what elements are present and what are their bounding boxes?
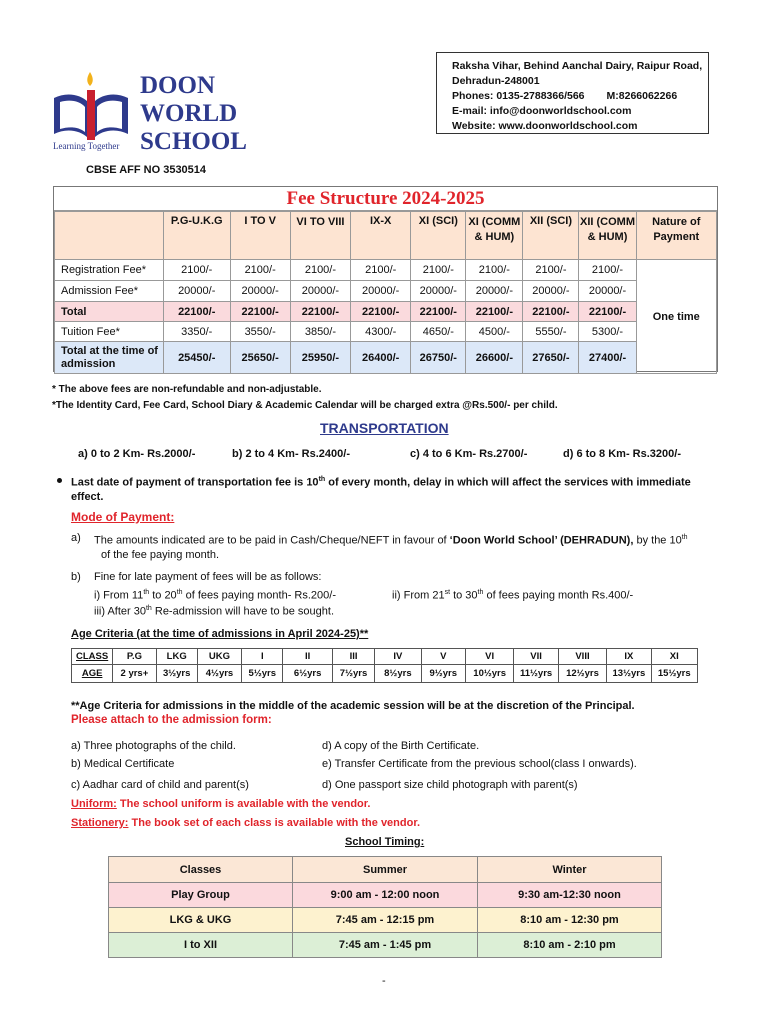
transport-note-post: of every month, delay in which will affect the services with immediate <box>325 476 691 489</box>
fee-cell: 20000/- <box>163 281 230 302</box>
fee-cell: 22100/- <box>579 302 636 322</box>
fine-iii-post: Re-admission will have to be sought. <box>151 605 335 618</box>
fee-note-2: *The Identity Card, Fee Card, School Diary & Academic Calendar will be charged extra @Rs.500/- per child. <box>52 400 558 411</box>
fee-cell: 2100/- <box>351 260 411 281</box>
transport-d: d) 6 to 8 Km- Rs.3200/- <box>563 448 681 460</box>
timing-header-winter: Winter <box>478 857 662 883</box>
fee-cell: 2100/- <box>523 260 579 281</box>
fee-cell: 20000/- <box>351 281 411 302</box>
age-class-cell: VI <box>465 649 513 665</box>
fee-nature-value: One time <box>636 260 716 374</box>
age-value-cell: 8½yrs <box>375 665 421 683</box>
timing-header-classes: Classes <box>109 857 293 883</box>
timing-cell: 8:10 am - 2:10 pm <box>478 933 662 958</box>
fine-iii-sup: th <box>145 605 152 612</box>
fee-cell: 2100/- <box>466 260 523 281</box>
fee-cell: 2100/- <box>163 260 230 281</box>
fee-header-xii-sci: XII (SCI) <box>523 212 579 260</box>
age-note: **Age Criteria for admissions in the middle of the academic session will be at the discretion of the Principal. <box>71 700 635 712</box>
website-line: Website: www.doonworldschool.com <box>452 120 638 132</box>
age-class-cell: UKG <box>197 649 241 665</box>
fee-row-admission <box>55 281 717 302</box>
school-name-line1: DOON <box>140 72 215 99</box>
phone-line <box>452 89 708 104</box>
age-title: Age Criteria (at the time of admissions in April 2024-25)** <box>71 628 369 640</box>
timing-cell: LKG & UKG <box>109 908 293 933</box>
age-value-cell: 5½yrs <box>242 665 283 683</box>
fee-header-row <box>55 212 717 260</box>
timing-header-summer: Summer <box>293 857 478 883</box>
fine-ii-pre: ii) From 21 <box>392 589 445 602</box>
timing-cell: 9:30 am-12:30 noon <box>478 883 662 908</box>
age-class-row <box>72 649 698 665</box>
payment-a-line2: of the fee paying month. <box>101 549 220 561</box>
fee-cell: 25450/- <box>163 342 230 374</box>
timing-row-playgroup <box>109 883 662 908</box>
timing-cell: 7:45 am - 12:15 pm <box>293 908 478 933</box>
fee-cell: 22100/- <box>523 302 579 322</box>
school-name-line2: WORLD <box>140 100 238 127</box>
fine-i-pre: i) From 11 <box>94 589 144 602</box>
age-class-cell: P.G <box>113 649 156 665</box>
transport-b: b) 2 to 4 Km- Rs.2400/- <box>232 448 350 460</box>
address-line1: Raksha Vihar, Behind Aanchal Dairy, Raipur Road, <box>452 60 703 72</box>
age-value-cell: 10½yrs <box>465 665 513 683</box>
fee-cell: 4300/- <box>351 322 411 342</box>
fee-cell: 5550/- <box>523 322 579 342</box>
age-class-cell: IX <box>607 649 651 665</box>
fee-cell: 22100/- <box>290 302 350 322</box>
fee-header-vi-viii: VI TO VIII <box>290 212 350 260</box>
age-value-cell: 7½yrs <box>332 665 374 683</box>
footer-mark: - <box>382 975 386 987</box>
transport-note-line2: effect. <box>71 491 104 503</box>
fee-cell: 5300/- <box>579 322 636 342</box>
bullet-icon <box>57 478 62 483</box>
transport-note-sup: th <box>318 476 326 483</box>
timing-row-lkg-ukg <box>109 908 662 933</box>
fee-structure-table-wrapper <box>53 186 718 372</box>
payment-a-pre: The amounts indicated are to be paid in Cash/Cheque/NEFT in favour of <box>94 534 450 547</box>
fine-ii-post: of fees paying month Rs.400/- <box>483 589 634 602</box>
fee-header-xii-comm: XII (COMM & HUM) <box>579 212 636 260</box>
fee-cell: 3350/- <box>163 322 230 342</box>
fee-row-total <box>55 302 717 322</box>
stationery-note <box>71 815 420 831</box>
fee-row-label: Registration Fee* <box>55 260 164 281</box>
fee-cell: 22100/- <box>163 302 230 322</box>
age-class-cell: LKG <box>156 649 197 665</box>
transport-note-pre: Last date of payment of transportation fee is 10 <box>71 476 319 489</box>
fine-i-sup1: th <box>143 589 150 596</box>
fee-cell: 25950/- <box>290 342 350 374</box>
payment-a-sup: th <box>681 534 688 541</box>
fee-cell: 25650/- <box>230 342 290 374</box>
fee-header-ix-x: IX-X <box>351 212 411 260</box>
fee-row-label: Tuition Fee* <box>55 322 164 342</box>
fee-cell: 4500/- <box>466 322 523 342</box>
payment-b: Fine for late payment of fees will be as follows: <box>94 571 322 583</box>
timing-cell: Play Group <box>109 883 293 908</box>
age-class-cell: I <box>242 649 283 665</box>
fee-header-xi-comm: XI (COMM & HUM) <box>466 212 523 260</box>
timing-cell: 8:10 am - 12:30 pm <box>478 908 662 933</box>
logo-tagline: Learning Together <box>53 141 120 151</box>
age-class-cell: II <box>283 649 333 665</box>
fine-ii-sup2: th <box>477 589 484 596</box>
age-value-cell: 13½yrs <box>607 665 651 683</box>
fee-cell: 20000/- <box>523 281 579 302</box>
fee-cell: 4650/- <box>411 322 466 342</box>
transport-a: a) 0 to 2 Km- Rs.2000/- <box>78 448 196 460</box>
age-class-cell: XI <box>651 649 697 665</box>
fee-row-label: Total <box>55 302 164 322</box>
fee-row-label: Total at the time of admission <box>55 342 164 374</box>
payment-title: Mode of Payment: <box>71 510 175 524</box>
payment-fine-ii <box>392 585 633 604</box>
email-line: E-mail: info@doonworldschool.com <box>452 105 632 117</box>
fee-cell: 26750/- <box>411 342 466 374</box>
fee-cell: 2100/- <box>411 260 466 281</box>
school-logo <box>52 70 132 150</box>
fine-ii-mid: to 30 <box>450 589 478 602</box>
payment-fine-iii <box>94 601 334 620</box>
fee-cell: 20000/- <box>411 281 466 302</box>
fee-row-label: Admission Fee* <box>55 281 164 302</box>
fee-cell: 27650/- <box>523 342 579 374</box>
age-value-cell: 6½yrs <box>283 665 333 683</box>
attach-a: a) Three photographs of the child. <box>71 740 236 752</box>
fee-cell: 2100/- <box>579 260 636 281</box>
uniform-text: The school uniform is available with the vendor. <box>116 798 371 810</box>
phone-numbers: Phones: 0135-2788366/566 <box>452 90 585 102</box>
fee-cell: 27400/- <box>579 342 636 374</box>
timing-row-i-xii <box>109 933 662 958</box>
age-value-label: AGE <box>72 665 113 683</box>
age-class-label: CLASS <box>72 649 113 665</box>
fee-cell: 20000/- <box>230 281 290 302</box>
fee-row-total-admission <box>55 342 717 374</box>
fee-header-pg-ukg: P.G-U.K.G <box>163 212 230 260</box>
age-class-cell: V <box>421 649 465 665</box>
fee-note-1: * The above fees are non-refundable and non-adjustable. <box>52 384 322 395</box>
school-timing-table <box>108 856 662 958</box>
age-value-row <box>72 665 698 683</box>
fee-cell: 26600/- <box>466 342 523 374</box>
fee-header-blank <box>55 212 164 260</box>
transport-note <box>71 472 691 491</box>
transport-title: TRANSPORTATION <box>320 420 449 436</box>
attach-c: c) Aadhar card of child and parent(s) <box>71 779 249 791</box>
fine-iii-pre: iii) After 30 <box>94 605 146 618</box>
stationery-label: Stationery: <box>71 817 129 829</box>
age-criteria-table <box>71 648 698 683</box>
fee-row-tuition <box>55 322 717 342</box>
fine-i-post: of fees paying month- Rs.200/- <box>182 589 336 602</box>
attach-d2: d) One passport size child photograph with parent(s) <box>322 779 578 791</box>
timing-title: School Timing: <box>345 836 425 848</box>
attach-d1: d) A copy of the Birth Certificate. <box>322 740 480 752</box>
age-value-cell: 12½yrs <box>558 665 606 683</box>
fee-cell: 3850/- <box>290 322 350 342</box>
mobile-number: M:8266062266 <box>606 90 678 102</box>
age-value-cell: 11½yrs <box>514 665 558 683</box>
address-line2: Dehradun-248001 <box>452 75 540 87</box>
school-name-line3: SCHOOL <box>140 128 247 155</box>
fee-cell: 22100/- <box>411 302 466 322</box>
payment-a-marker: a) <box>71 532 81 544</box>
age-value-cell: 3½yrs <box>156 665 197 683</box>
fee-cell: 22100/- <box>230 302 290 322</box>
fee-row-registration <box>55 260 717 281</box>
age-class-cell: VIII <box>558 649 606 665</box>
age-value-cell: 4½yrs <box>197 665 241 683</box>
fine-ii-sup1: st <box>444 589 451 596</box>
fine-i-mid: to 20 <box>149 589 177 602</box>
fee-cell: 22100/- <box>466 302 523 322</box>
payment-a-post: by the 10 <box>633 534 682 547</box>
fee-cell: 26400/- <box>351 342 411 374</box>
age-class-cell: IV <box>375 649 421 665</box>
address-box <box>436 52 709 134</box>
timing-header-row <box>109 857 662 883</box>
age-value-cell: 15½yrs <box>651 665 697 683</box>
attach-e: e) Transfer Certificate from the previous school(class I onwards). <box>322 758 637 770</box>
payment-a-bold: ‘Doon World School’ (DEHRADUN), <box>449 534 634 547</box>
book-flame-icon <box>52 70 132 150</box>
fee-header-nature: Nature of Payment <box>636 212 716 260</box>
fee-structure-title: Fee Structure 2024-2025 <box>54 187 717 211</box>
payment-b-marker: b) <box>71 571 81 583</box>
fee-header-xi-sci: XI (SCI) <box>411 212 466 260</box>
stationery-text: The book set of each class is available with the vendor. <box>128 817 421 829</box>
fee-cell: 20000/- <box>579 281 636 302</box>
affiliation-number: CBSE AFF NO 3530514 <box>86 164 207 176</box>
uniform-label: Uniform: <box>71 798 117 810</box>
fee-cell: 20000/- <box>466 281 523 302</box>
fee-cell: 20000/- <box>290 281 350 302</box>
transport-c: c) 4 to 6 Km- Rs.2700/- <box>410 448 528 460</box>
fee-cell: 2100/- <box>230 260 290 281</box>
fine-i-sup2: th <box>176 589 183 596</box>
fee-cell: 2100/- <box>290 260 350 281</box>
age-value-cell: 2 yrs+ <box>113 665 156 683</box>
payment-a <box>94 530 688 549</box>
fee-structure-table <box>54 211 717 374</box>
timing-cell: 9:00 am - 12:00 noon <box>293 883 478 908</box>
attach-b: b) Medical Certificate <box>71 758 175 770</box>
attach-title: Please attach to the admission form: <box>71 714 272 726</box>
age-class-cell: III <box>332 649 374 665</box>
timing-cell: 7:45 am - 1:45 pm <box>293 933 478 958</box>
fee-cell: 22100/- <box>351 302 411 322</box>
age-value-cell: 9½yrs <box>421 665 465 683</box>
uniform-note <box>71 796 371 812</box>
age-class-cell: VII <box>514 649 558 665</box>
fee-cell: 3550/- <box>230 322 290 342</box>
timing-cell: I to XII <box>109 933 293 958</box>
fee-header-i-v: I TO V <box>230 212 290 260</box>
